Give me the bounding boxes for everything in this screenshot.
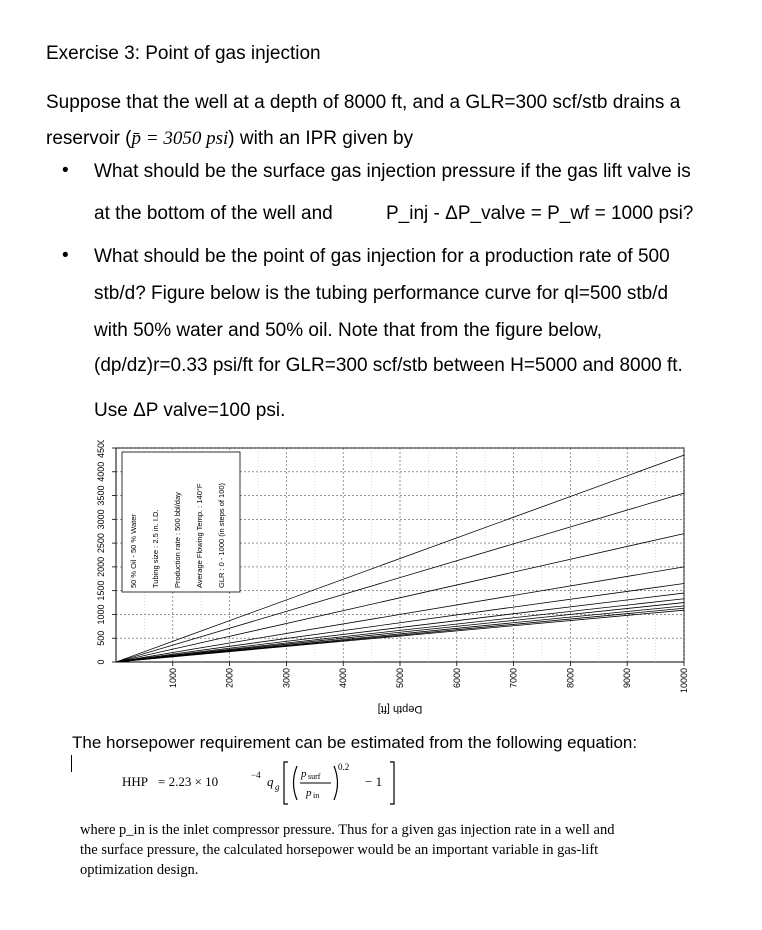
x-tick-label: 4000 <box>338 668 349 689</box>
eq-power: 0.2 <box>338 762 350 772</box>
y-tick-label: 4500 <box>96 440 106 459</box>
hp-equation <box>122 760 422 810</box>
x-tick-label: 7000 <box>508 668 519 689</box>
x-tick-label: 8000 <box>565 668 576 689</box>
bullet2-line5: Use ΔP valve=100 psi. <box>94 400 286 421</box>
bullet2-line3: with 50% water and 50% oil. Note that from the figure below, <box>94 320 602 341</box>
eq-exp: −4 <box>251 770 261 780</box>
x-tick-label: 1000 <box>167 668 178 689</box>
eq-pin: p <box>306 787 312 799</box>
y-tick-label: 3000 <box>96 509 106 530</box>
eq-pin-sub: in <box>313 791 320 800</box>
eq-qg: q <box>267 774 274 789</box>
legend-line-4: GLR : 0 - 1000 (in steps of 100) <box>217 482 226 588</box>
legend-line-3: Average Flowing Temp. : 140°F <box>195 483 204 588</box>
text-cursor <box>71 755 72 772</box>
bullet2-line4: (dp/dz)r=0.33 psi/ft for GLR=300 scf/stb between H=5000 and 8000 ft. <box>94 355 683 376</box>
x-tick-label: 6000 <box>451 668 462 689</box>
y-tick-label: 2000 <box>96 556 106 577</box>
bullet-dot-2: • <box>62 245 69 266</box>
y-tick-label: 0 <box>96 659 106 665</box>
eq-bracket-left <box>284 762 288 804</box>
bullet1-line2: at the bottom of the well and <box>94 203 333 224</box>
legend-line-0: 50 % Oil - 50 % Water <box>129 514 138 588</box>
intro-math-p: p̄ = 3050 psi <box>131 128 229 149</box>
eq-psurf-sub: surf <box>308 772 321 781</box>
y-tick-label: 3500 <box>96 485 106 506</box>
intro-text-1: Suppose that the well at a depth of 8000 ft, and a GLR=300 scf/stb drains a <box>46 92 681 113</box>
x-tick-label: 5000 <box>395 668 405 689</box>
bullet1-line1: What should be the surface gas injection pressure if the gas lift valve is <box>94 161 691 182</box>
footer-line-2: the surface pressure, the calculated horsepower would be an important variable in gas-lift <box>80 842 599 858</box>
intro-line-1 <box>46 92 680 114</box>
y-tick-label: 1500 <box>96 580 106 601</box>
x-axis-label: Depth [ft] <box>377 703 423 715</box>
y-tick-label: 1000 <box>96 604 106 625</box>
hp-equation-svg <box>122 760 422 806</box>
legend-line-1: Tubing size : 2.5 in. I.D. <box>151 509 160 588</box>
footer-line-1: where p_in is the inlet compressor pressure. Thus for a given gas injection rate in a well and <box>80 822 615 838</box>
eq-paren-left <box>294 766 298 800</box>
intro-line-2 <box>46 128 413 150</box>
bullet1-formula: P_inj - ΔP_valve = P_wf = 1000 psi? <box>386 203 694 224</box>
eq-minus-one: − 1 <box>365 774 383 789</box>
intro-text-2a: reservoir ( <box>46 128 132 149</box>
footer-line-3: optimization design. <box>80 862 199 878</box>
x-tick-label: 2000 <box>224 668 235 689</box>
page-title: Exercise 3: Point of gas injection <box>46 43 321 64</box>
eq-psurf: p <box>301 768 307 780</box>
chart-svg <box>94 440 694 715</box>
bullet-dot-1: • <box>62 160 69 181</box>
x-tick-label: 9000 <box>622 668 633 689</box>
x-tick-label: 10000 <box>679 668 689 694</box>
bullet2-line1: What should be the point of gas injection for a production rate of 500 <box>94 246 670 267</box>
curve-glr-5 <box>116 593 684 662</box>
eq-bracket-right <box>390 762 394 804</box>
eq-paren-right <box>334 766 338 800</box>
y-tick-label: 2500 <box>96 533 106 554</box>
legend-line-2: Production rate : 500 bbl/day <box>173 492 182 588</box>
x-tick-label: 3000 <box>281 668 292 689</box>
hp-intro: The horsepower requirement can be estimated from the following equation: <box>72 733 638 752</box>
eq-hhp: HHP <box>122 774 149 789</box>
tubing-performance-chart <box>94 440 694 715</box>
eq-qg-sub: g <box>275 782 280 792</box>
eq-coef: = 2.23 × 10 <box>158 774 219 789</box>
bullet2-line2: stb/d? Figure below is the tubing performance curve for ql=500 stb/d <box>94 283 669 304</box>
y-tick-label: 4000 <box>96 461 106 482</box>
y-tick-label: 500 <box>96 630 106 646</box>
intro-text-2b: ) with an IPR given by <box>228 128 414 149</box>
